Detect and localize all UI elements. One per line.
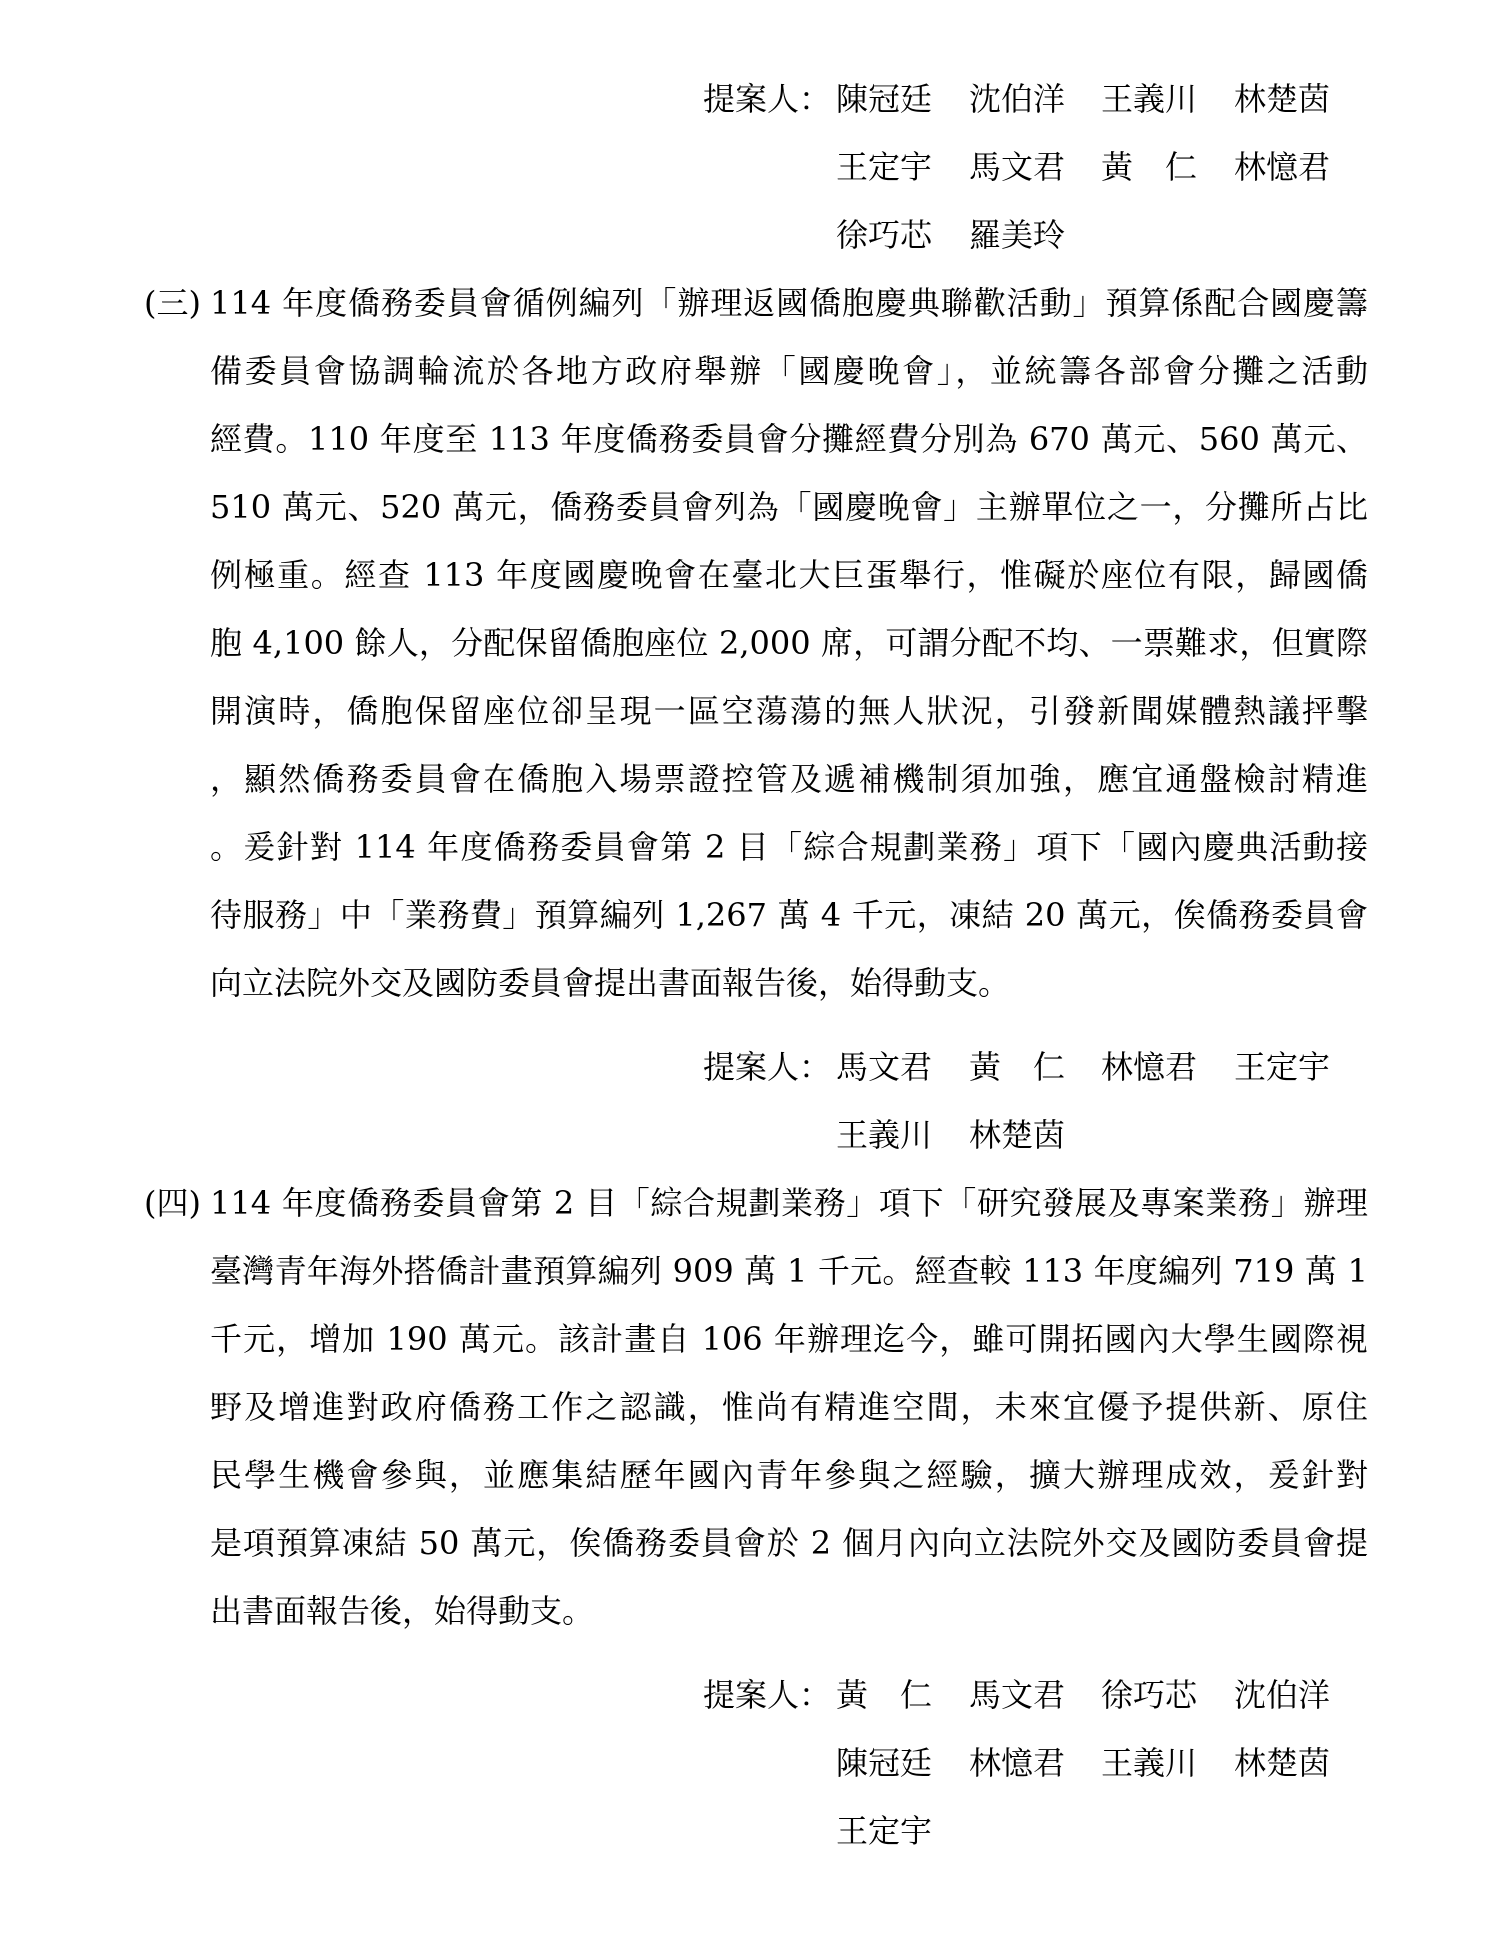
paragraph-line: 510 萬元、520 萬元，僑務委員會列為「國慶晚會」主辦單位之一，分攤所占比: [210, 488, 1368, 526]
proposer-name: 羅美玲: [969, 216, 1066, 254]
paragraph-line: 出書面報告後，始得動支。: [210, 1592, 595, 1630]
proposer-name: 沈伯洋: [969, 80, 1066, 118]
proposer-name: 王定宇: [836, 148, 933, 186]
paragraph-line: 。爰針對 114 年度僑務委員會第 2 目「綜合規劃業務」項下「國內慶典活動接: [210, 828, 1368, 866]
proposer-name: 黃 仁: [836, 1676, 933, 1714]
proposer-name: 林楚茵: [1234, 80, 1331, 118]
proposer-label: 提案人：: [703, 1048, 832, 1086]
paragraph-line: 開演時，僑胞保留座位卻呈現一區空蕩蕩的無人狀況，引發新聞媒體熱議抨擊: [210, 692, 1368, 730]
proposer-name: 王義川: [1101, 80, 1198, 118]
proposer-name: 王義川: [1101, 1744, 1198, 1782]
proposer-name: 王義川: [836, 1116, 933, 1154]
proposer-label: 提案人：: [703, 1676, 832, 1714]
paragraph-line: 經費。110 年度至 113 年度僑務委員會分攤經費分別為 670 萬元、560 萬元、: [210, 420, 1368, 458]
proposer-name: 王定宇: [836, 1812, 933, 1850]
proposer-name: 林憶君: [1101, 1048, 1198, 1086]
proposer-name: 黃 仁: [969, 1048, 1066, 1086]
paragraph-line: 千元，增加 190 萬元。該計畫自 106 年辦理迄今，雖可開拓國內大學生國際視: [210, 1320, 1368, 1358]
proposer-name: 黃 仁: [1101, 148, 1198, 186]
paragraph-line: 向立法院外交及國防委員會提出書面報告後，始得動支。: [210, 964, 1011, 1002]
proposer-name: 馬文君: [969, 1676, 1066, 1714]
proposer-name: 陳冠廷: [836, 1744, 933, 1782]
proposer-name: 徐巧芯: [1101, 1676, 1198, 1714]
proposer-name: 林憶君: [969, 1744, 1066, 1782]
paragraph-line: 114 年度僑務委員會循例編列「辦理返國僑胞慶典聯歡活動」預算係配合國慶籌: [210, 284, 1368, 322]
proposer-name: 馬文君: [969, 148, 1066, 186]
proposer-name: 林楚茵: [969, 1116, 1066, 1154]
proposer-name: 林楚茵: [1234, 1744, 1331, 1782]
paragraph-line: 待服務」中「業務費」預算編列 1,267 萬 4 千元，凍結 20 萬元，俟僑務委員會: [210, 896, 1368, 934]
proposer-label: 提案人：: [703, 80, 832, 118]
paragraph-line: 臺灣青年海外搭僑計畫預算編列 909 萬 1 千元。經查較 113 年度編列 719 萬 1: [210, 1252, 1368, 1290]
paragraph-line: 備委員會協調輪流於各地方政府舉辦「國慶晚會」，並統籌各部會分攤之活動: [210, 352, 1368, 390]
paragraph-line: 胞 4,100 餘人，分配保留僑胞座位 2,000 席，可謂分配不均、一票難求，但實際: [210, 624, 1368, 662]
proposer-name: 馬文君: [836, 1048, 933, 1086]
paragraph-line: 例極重。經查 113 年度國慶晚會在臺北大巨蛋舉行，惟礙於座位有限，歸國僑: [210, 556, 1368, 594]
item-number: (三): [144, 284, 201, 322]
proposer-name: 林憶君: [1234, 148, 1331, 186]
item-number: (四): [144, 1184, 201, 1222]
proposer-name: 沈伯洋: [1234, 1676, 1331, 1714]
paragraph-line: 民學生機會參與，並應集結歷年國內青年參與之經驗，擴大辦理成效，爰針對: [210, 1456, 1368, 1494]
paragraph-line: 是項預算凍結 50 萬元，俟僑務委員會於 2 個月內向立法院外交及國防委員會提: [210, 1524, 1368, 1562]
proposer-name: 陳冠廷: [836, 80, 933, 118]
proposer-name: 王定宇: [1234, 1048, 1331, 1086]
paragraph-line: ，顯然僑務委員會在僑胞入場票證控管及遞補機制須加強，應宜通盤檢討精進: [210, 760, 1368, 798]
paragraph-line: 114 年度僑務委員會第 2 目「綜合規劃業務」項下「研究發展及專案業務」辦理: [210, 1184, 1368, 1222]
proposer-name: 徐巧芯: [836, 216, 933, 254]
paragraph-line: 野及增進對政府僑務工作之認識，惟尚有精進空間，未來宜優予提供新、原住: [210, 1388, 1368, 1426]
